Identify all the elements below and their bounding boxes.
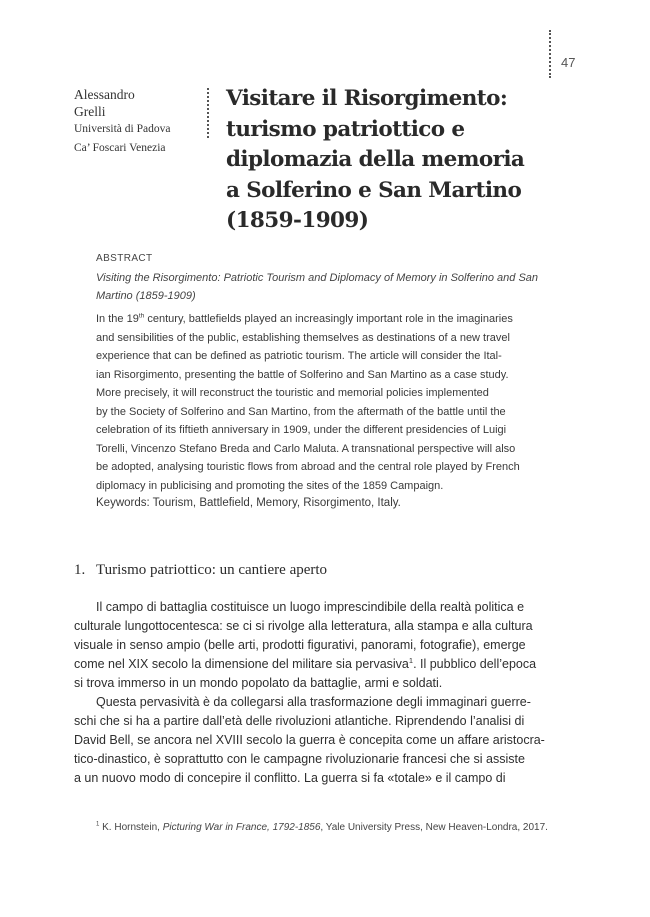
- body-line: culturale lungottocentesca: se ci si rivolge alla letteratura, alla stampa e alla cultura: [74, 619, 533, 633]
- body-line: schi che si ha a partire dall’età delle rivoluzioni atlantiche. Riprendendo l’analisi di: [74, 714, 525, 728]
- abstract-line: diplomacy in publicising and promoting the sites of the 1859 Campaign.: [96, 479, 444, 492]
- body-line: visuale in senso ampio (belle arti, prodotti figurativi, panorami, fotografie), emerge: [74, 638, 526, 652]
- body-text: [74, 598, 556, 788]
- footnote-ref[interactable]: 1: [408, 655, 414, 665]
- footnote-marker: 1: [96, 821, 100, 828]
- title-line: diplomazia della memoria: [226, 147, 525, 172]
- article-title: [226, 84, 586, 237]
- header-rule: [549, 30, 551, 78]
- page-number: 47: [561, 55, 576, 70]
- author-first-name: Alessandro: [74, 87, 135, 102]
- body-line: a un nuovo modo di concepire il conflitto. La guerra si fa «totale» e il campo di: [74, 771, 506, 785]
- author-affiliation: Università di Padova: [74, 123, 171, 135]
- title-line: Visitare il Risorgimento:: [226, 86, 508, 111]
- abstract-line: More precisely, it will reconstruct the touristic and memorial policies implemented: [96, 387, 489, 399]
- section-heading: [74, 562, 327, 579]
- body-line: tico-dinastico, è soprattutto con le campagne rivoluzionarie francesi che si assiste: [74, 752, 525, 766]
- abstract-line: Torelli, Vincenzo Stefano Breda and Carlo Maluta. A transnational perspective will also: [96, 442, 516, 455]
- section-title: Turismo patriottico: un cantiere aperto: [96, 562, 328, 578]
- author-block: [74, 86, 204, 158]
- author-affiliation: Ca’ Foscari Venezia: [74, 142, 166, 154]
- keywords: Keywords: Tourism, Battlefield, Memory, Risorgimento, Italy.: [96, 497, 401, 509]
- footnote: $^1$ K. Hornstein, Picturing War in France, 1792-1856, Yale University Press, New Heaven-Londra, 2017.: [96, 821, 548, 833]
- abstract-line: be adopted, analysing touristic flows from abroad and the central role played by French: [96, 461, 520, 473]
- title-line: turismo patriottico e: [226, 116, 465, 142]
- body-line: come nel XIX secolo la dimensione del militare sia pervasiva$^1$. Il pubblico dell’epoca: [74, 655, 537, 671]
- title-rule: [207, 88, 209, 138]
- body-line: Questa pervasività è da collegarsi alla trasformazione degli immaginari guerre-: [96, 695, 531, 709]
- body-line: David Bell, se ancora nel XVIII secolo la guerra è concepita come un affare aristocra-: [74, 733, 545, 747]
- section-number: 1.: [74, 562, 86, 578]
- abstract-body: [96, 310, 566, 495]
- abstract-subtitle: Visiting the Risorgimento: Patriotic Tourism and Diplomacy of Memory in Solferino and San Martino (1859-1909): [96, 272, 539, 302]
- body-line: Il campo di battaglia costituisce un luogo imprescindibile della realtà politica e: [96, 600, 525, 614]
- abstract-line: by the Society of Solferino and San Martino, from the aftermath of the battle until the: [96, 405, 506, 418]
- abstract-line: celebration of its fiftieth anniversary in 1909, under the different presidencies of Luigi: [96, 424, 507, 436]
- body-line: si trova immerso in un mondo popolato da battaglie, armi e soldati.: [74, 676, 443, 690]
- abstract-line: and sensibilities of the public, establishing themselves as destinations of a new travel: [96, 331, 510, 344]
- title-line: a Solferino e San Martino: [226, 177, 522, 203]
- abstract-line: ian Risorgimento, presenting the battle of Solferino and San Martino as a case study.: [96, 368, 509, 381]
- title-line: (1859-1909): [226, 208, 369, 233]
- footnote-work-title: Picturing War in France, 1792-1856: [162, 822, 321, 833]
- abstract-line: experience that can be defined as patriotic tourism. The article will consider the Ital-: [96, 350, 502, 362]
- author-last-name: Grelli: [74, 104, 106, 119]
- abstract-line: In the 19th century, battlefields played an increasingly important role in the imaginaries: [96, 312, 513, 325]
- abstract-heading: ABSTRACT: [96, 253, 153, 264]
